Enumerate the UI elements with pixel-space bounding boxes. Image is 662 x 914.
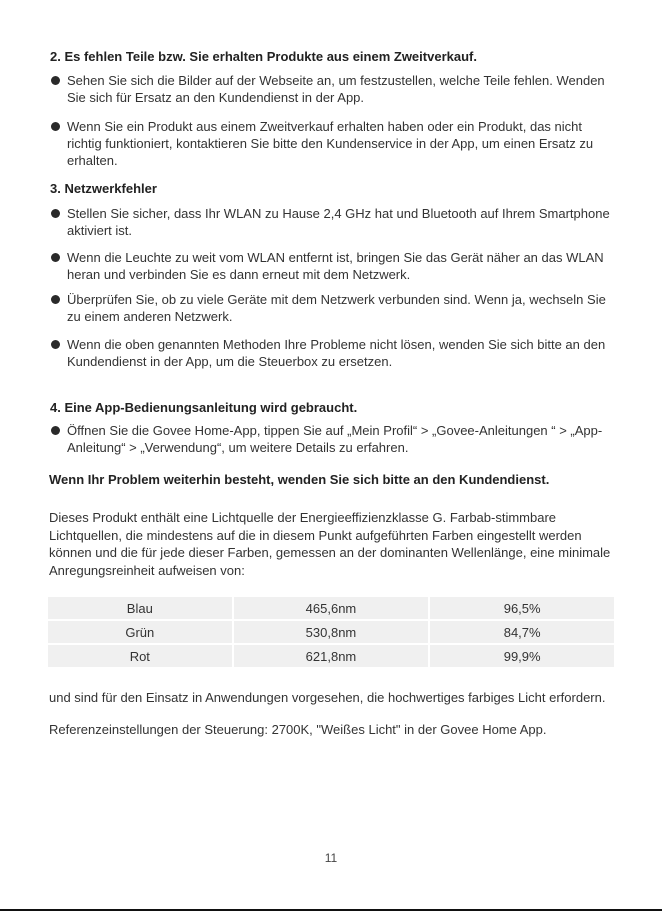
bullet-dot-icon xyxy=(51,209,60,218)
support-notice: Wenn Ihr Problem weiterhin besteht, wenden Sie sich bitte an den Kundendienst. xyxy=(49,472,550,487)
table-row xyxy=(48,597,614,619)
bullet-item xyxy=(50,118,620,169)
outro-paragraph: und sind für den Einsatz in Anwendungen vorgesehen, die hochwertiges farbiges Licht erfordern. xyxy=(49,690,606,705)
color-name-cell: Blau xyxy=(48,597,232,619)
section-title-network-error: 3. Netzwerkfehler xyxy=(50,181,157,196)
purity-cell: 99,9% xyxy=(428,645,614,667)
bullet-text: Öffnen Sie die Govee Home-App, tippen Sie auf „Mein Profil“ > „Govee-Anleitungen “ > „App-Anleitung“ > „Verwendung“, um weitere Details zu erfahren. xyxy=(67,423,603,455)
bullet-dot-icon xyxy=(51,340,60,349)
bullet-item xyxy=(50,291,620,325)
color-name-cell: Rot xyxy=(48,645,232,667)
bullet-text: Wenn die Leuchte zu weit vom WLAN entfernt ist, bringen Sie das Gerät näher an das WLAN heran und verbinden Sie es dann erneut mit dem Netzwerk. xyxy=(67,250,604,282)
bullet-item xyxy=(50,72,620,106)
bullet-text: Stellen Sie sicher, dass Ihr WLAN zu Hause 2,4 GHz hat und Bluetooth auf Ihrem Smartphone aktiviert ist. xyxy=(67,206,610,238)
bottom-rule xyxy=(0,909,662,911)
table-row xyxy=(48,621,614,643)
section-title-missing-parts: 2. Es fehlen Teile bzw. Sie erhalten Produkte aus einem Zweitverkauf. xyxy=(50,49,477,64)
page-number: 11 xyxy=(324,851,338,865)
bullet-text: Überprüfen Sie, ob zu viele Geräte mit dem Netzwerk verbunden sind. Wenn ja, wechseln Sie zu einem anderen Netzwerk. xyxy=(67,292,606,324)
purity-cell: 96,5% xyxy=(428,597,614,619)
wavelength-cell: 465,6nm xyxy=(232,597,429,619)
bullet-text: Wenn Sie ein Produkt aus einem Zweitverkauf erhalten haben oder ein Produkt, das nicht richtig funktioniert, kontaktieren Sie bitte den Kundenservice in der App, um einen Ersatz zu erhalten. xyxy=(67,119,594,168)
bullet-dot-icon xyxy=(51,76,60,85)
bullet-dot-icon xyxy=(51,122,60,131)
bullet-item xyxy=(50,205,620,239)
bullet-item xyxy=(50,422,620,456)
wavelength-cell: 621,8nm xyxy=(232,645,429,667)
wavelength-cell: 530,8nm xyxy=(232,621,429,643)
bullet-dot-icon xyxy=(51,426,60,435)
bullet-text: Sehen Sie sich die Bilder auf der Webseite an, um festzustellen, welche Teile fehlen. Wenden Sie sich für Ersatz an den Kundendienst in der App. xyxy=(67,73,605,105)
bullet-dot-icon xyxy=(51,295,60,304)
table-row xyxy=(48,645,614,667)
bullet-dot-icon xyxy=(51,253,60,262)
energy-intro-paragraph: Dieses Produkt enthält eine Lichtquelle der Energieeffizienzklasse G. Farbab-stimmbare Lichtquellen, die mindestens auf die in diesem Punkt aufgeführten Farben eingestellt werden können und die für jede dieser Farben, gemessen an der dominanten Wellenlänge, eine minimale Anregungsreinheit aufweisen von: xyxy=(49,510,611,578)
color-purity-table xyxy=(48,595,614,669)
bullet-item xyxy=(50,336,620,370)
color-name-cell: Grün xyxy=(48,621,232,643)
section-title-app-guide: 4. Eine App-Bedienungsanleitung wird gebraucht. xyxy=(50,400,358,415)
purity-cell: 84,7% xyxy=(428,621,614,643)
bullet-item xyxy=(50,249,620,283)
bullet-text: Wenn die oben genannten Methoden Ihre Probleme nicht lösen, wenden Sie sich bitte an den Kundendienst in der App, um die Steuerbox zu ersetzen. xyxy=(67,337,606,369)
reference-settings: Referenzeinstellungen der Steuerung: 2700K, "Weißes Licht" in der Govee Home App. xyxy=(49,722,547,737)
